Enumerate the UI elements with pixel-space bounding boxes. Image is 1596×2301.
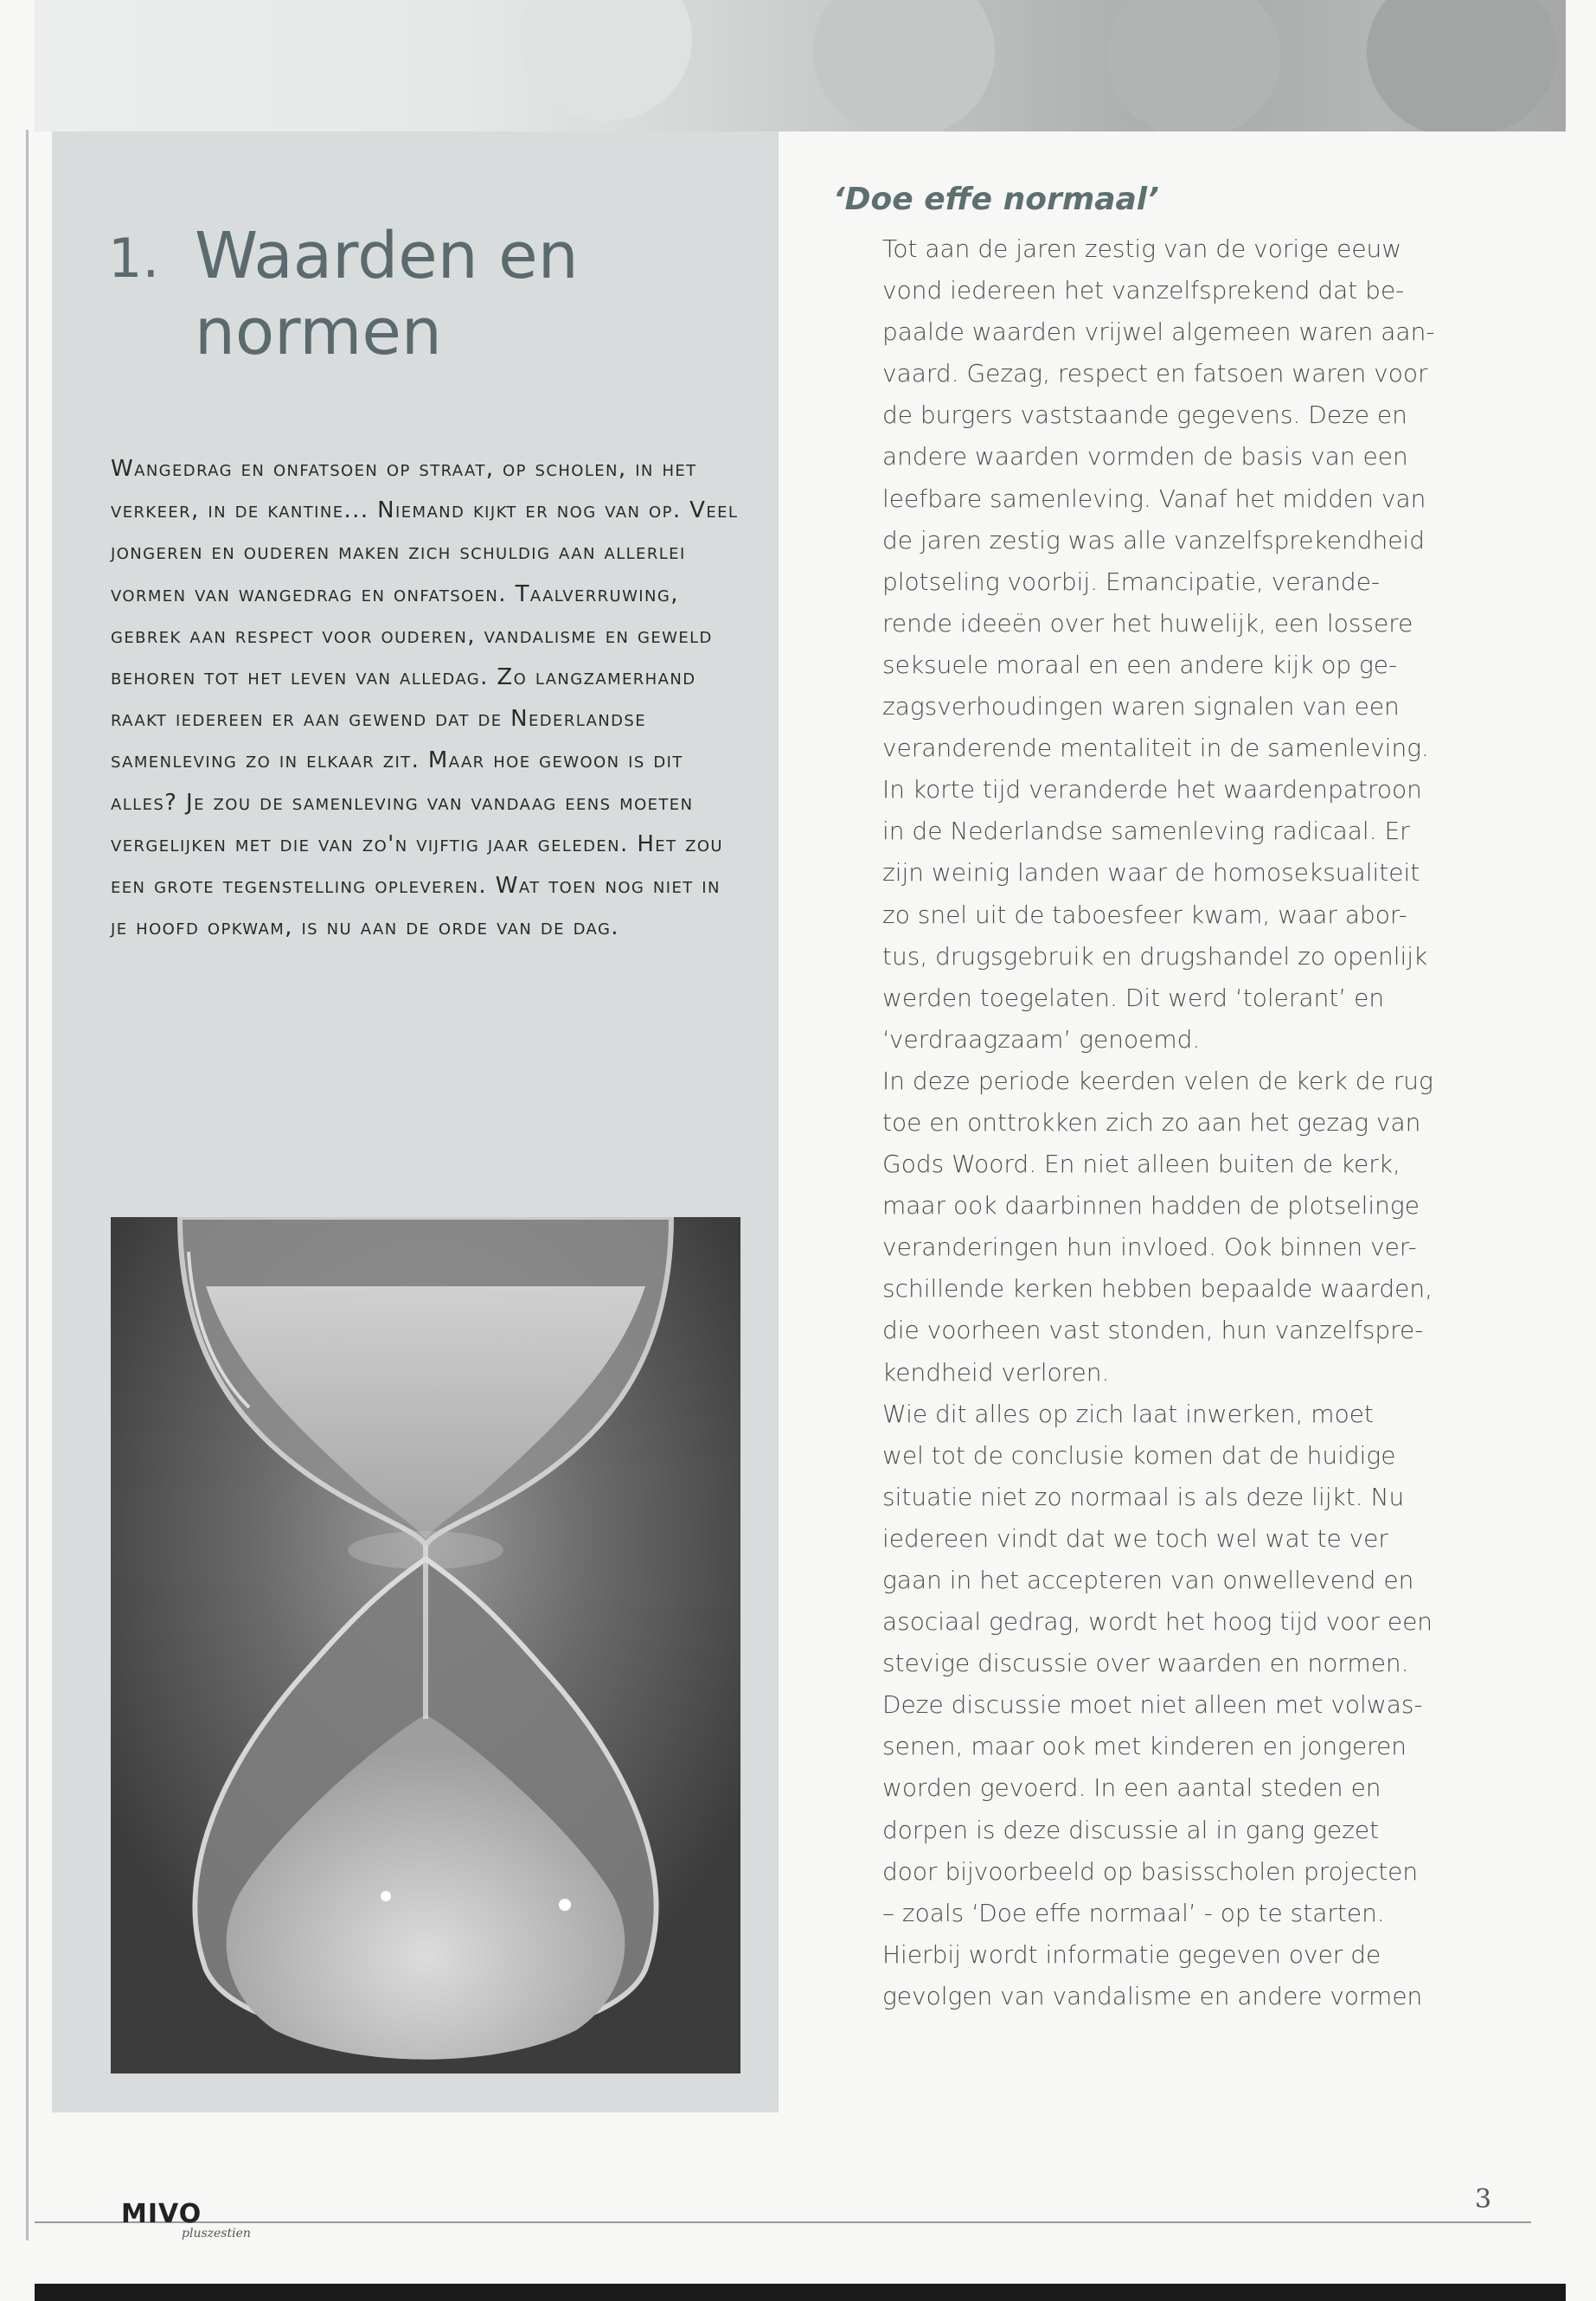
portrait-photo: [1107, 0, 1280, 131]
text-line: stevige discussie over waarden en normen.: [882, 1649, 1409, 1678]
text-line: Tot aan de jaren zestig van de vorige eeuw: [882, 234, 1402, 263]
section-heading: ‘Doe effe normaal’: [833, 182, 1159, 217]
publisher-logo-subtitle: pluszestien: [182, 2227, 251, 2240]
chapter-title: [195, 218, 679, 370]
text-line: die voorheen vast stonden, hun vanzelfspre-: [882, 1316, 1424, 1345]
text-line: situatie niet zo normaal is als deze lijkt. Nu: [882, 1482, 1405, 1511]
portrait-photo: [813, 0, 995, 131]
chapter-number: 1.: [108, 227, 160, 290]
text-line: kendheid verloren.: [882, 1357, 1110, 1387]
text-line: seksuele moraal en een andere kijk op ge-: [882, 650, 1398, 679]
text-line: de jaren zestig was alle vanzelfsprekendheid: [882, 525, 1425, 554]
text-line: tus, drugsgebruik en drugshandel zo openlijk: [882, 941, 1428, 971]
text-line: veranderingen hun invloed. Ook binnen ver-: [882, 1233, 1417, 1262]
portrait-photo: [1367, 0, 1557, 131]
text-line: andere waarden vormden de basis van een: [882, 442, 1408, 471]
bottom-edge-bar: [35, 2284, 1566, 2301]
text-line: de burgers vaststaande gegevens. Deze en: [882, 401, 1407, 430]
text-line: worden gevoerd. In een aantal steden en: [882, 1773, 1381, 1803]
text-line: schillende kerken hebben bepaalde waarden,: [882, 1274, 1433, 1304]
chapter-title-line2: normen: [195, 295, 442, 369]
hourglass-photo: [111, 1217, 740, 2073]
text-line: Wie dit alles op zich laat inwerken, moet: [882, 1399, 1374, 1428]
text-line: iedereen vindt dat we toch wel wat te ver: [882, 1523, 1388, 1553]
text-line: asociaal gedrag, wordt het hoog tijd voor een: [882, 1607, 1433, 1637]
intro-paragraph: Wangedrag en onfatsoen op straat, op scholen, in het verkeer, in de kantine... Niemand kijkt er nog van op. Veel jongeren en ouderen maken zich schuldig aan allerlei vormen van wangedrag en onfatsoen. Taalverruwing, gebrek aan respect voor ouderen, vandalisme en geweld behoren tot het leven van alledag. Zo langzamerhand raakt iedereen er aan gewend dat de Nederlandse samenleving zo in elkaar zit. Maar hoe gewoon is dit alles? Je zou de samenleving van vandaag eens moeten vergelijken met die van zo'n vijftig jaar geleden. Het zou een grote tegenstelling opleveren. Wat toen nog niet in je hoofd opkwam, is nu aan de orde van de dag.: [111, 456, 739, 941]
text-line: zagsverhoudingen waren signalen van een: [882, 692, 1400, 721]
page-number: 3: [1475, 2184, 1492, 2214]
text-line: Deze discussie moet niet alleen met volwas-: [882, 1690, 1423, 1720]
text-line: in de Nederlandse samenleving radicaal. Er: [882, 817, 1410, 846]
text-line: maar ook daarbinnen hadden de plotselinge: [882, 1191, 1420, 1221]
text-line: vond iedereen het vanzelfsprekend dat be-: [882, 276, 1405, 305]
text-line: vaard. Gezag, respect en fatsoen waren voor: [882, 359, 1428, 388]
text-line: Gods Woord. En niet alleen buiten de kerk,: [882, 1150, 1401, 1179]
article-body: [882, 228, 1497, 2017]
text-line: senen, maar ook met kinderen en jongeren: [882, 1732, 1407, 1761]
publisher-logo: MIVO: [121, 2199, 202, 2229]
footer-rule: [35, 2221, 1531, 2223]
text-line: leefbare samenleving. Vanaf het midden van: [882, 484, 1426, 513]
text-line: – zoals ‘Doe effe normaal’ - op te starten.: [882, 1898, 1385, 1927]
header-photo-strip: [35, 0, 1566, 131]
chapter-title-line1: Waarden en: [195, 219, 579, 293]
hourglass-image: [111, 1217, 740, 2073]
text-line: gevolgen van vandalisme en andere vormen: [882, 1981, 1423, 2010]
text-line: paalde waarden vrijwel algemeen waren aan-: [882, 317, 1435, 347]
text-line: Hierbij wordt informatie gegeven over de: [882, 1939, 1381, 1969]
text-line: toe en onttrokken zich zo aan het gezag van: [882, 1107, 1421, 1137]
text-line: In korte tijd veranderde het waardenpatroon: [882, 775, 1422, 804]
text-line: rende ideeën over het huwelijk, een lossere: [882, 608, 1413, 638]
portrait-photo: [519, 0, 692, 121]
text-line: door bijvoorbeeld op basisscholen projecten: [882, 1856, 1419, 1886]
text-line: wel tot de conclusie komen dat de huidige: [882, 1440, 1396, 1470]
text-line: ‘verdraagzaam’ genoemd.: [882, 1024, 1201, 1054]
text-line: plotseling voorbij. Emancipatie, verande-: [882, 567, 1381, 596]
text-line: zo snel uit de taboesfeer kwam, waar abor-: [882, 900, 1407, 929]
text-line: gaan in het accepteren van onwellevend en: [882, 1566, 1414, 1594]
text-line: veranderende mentaliteit in de samenleving.: [882, 734, 1429, 763]
text-line: zijn weinig landen waar de homoseksualiteit: [882, 858, 1420, 888]
page-spine: [26, 130, 29, 2240]
text-line: In deze periode keerden velen de kerk de rug: [882, 1066, 1433, 1095]
text-line: werden toegelaten. Dit werd ‘tolerant’ en: [882, 983, 1385, 1012]
text-line: dorpen is deze discussie al in gang gezet: [882, 1815, 1380, 1844]
